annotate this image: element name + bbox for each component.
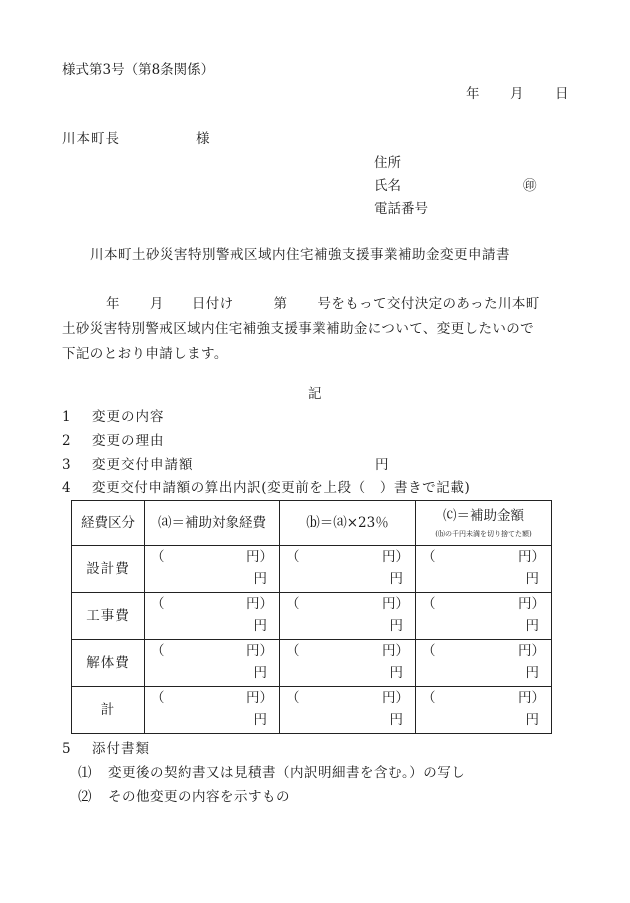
open-paren: （ <box>286 690 300 706</box>
header-a: ⒜＝補助対象経費 <box>145 501 280 546</box>
body-no-prefix: 第 <box>273 296 288 312</box>
close-unit: 円） <box>246 549 273 565</box>
open-paren: （ <box>422 643 436 659</box>
applicant-name-label: 氏名 <box>374 178 401 194</box>
open-paren: （ <box>286 596 300 612</box>
table-header-row <box>72 501 552 546</box>
item-5-num: 5 <box>62 741 71 757</box>
body-dated: 日付け <box>191 296 234 312</box>
body-line-3: 下記のとおり申請します。 <box>62 346 228 362</box>
applicant-address-label: 住所 <box>374 155 401 171</box>
row-label: 工事費 <box>72 593 145 640</box>
document-title: 川本町土砂災害特別警戒区域内住宅補強支援事業補助金変更申請書 <box>90 247 510 263</box>
open-paren: （ <box>422 549 436 565</box>
open-paren: （ <box>151 596 165 612</box>
item-3-unit: 円 <box>375 457 389 473</box>
seal-mark: ㊞ <box>523 178 537 194</box>
body-line1-rest: 号をもって交付決定のあった川本町 <box>317 296 540 312</box>
item-1-text: 変更の内容 <box>92 409 165 425</box>
close-unit: 円） <box>246 690 273 706</box>
open-paren: （ <box>422 690 436 706</box>
ki-label: 記 <box>308 386 322 402</box>
close-unit: 円） <box>382 596 409 612</box>
attachment-1-text: 変更後の契約書又は見積書（内訳明細書を含む。）の写し <box>108 765 466 781</box>
row-label: 計 <box>72 687 145 734</box>
calculation-table <box>71 500 552 734</box>
open-paren: （ <box>422 596 436 612</box>
addressee-honorific: 様 <box>196 131 210 147</box>
item-4-num: 4 <box>62 480 71 496</box>
header-c-note: (⒝の千円未満を切り捨てた額) <box>435 529 532 538</box>
close-unit: 円） <box>518 549 545 565</box>
close-unit: 円） <box>518 690 545 706</box>
unit-label: 円 <box>525 571 539 587</box>
item-2-num: 2 <box>62 433 71 449</box>
body-month: 月 <box>149 296 164 312</box>
close-unit: 円） <box>518 643 545 659</box>
form-number: 様式第3号（第8条関係） <box>62 62 215 78</box>
open-paren: （ <box>286 549 300 565</box>
table-row <box>72 640 552 687</box>
attachment-1-num: ⑴ <box>78 765 92 781</box>
open-paren: （ <box>151 549 165 565</box>
unit-label: 円 <box>253 571 267 587</box>
open-paren: （ <box>286 643 300 659</box>
attachment-2-num: ⑵ <box>78 789 92 805</box>
date-month-label: 月 <box>510 86 524 102</box>
addressee-name: 川本町長 <box>62 131 120 147</box>
unit-label: 円 <box>253 712 267 728</box>
date-day-label: 日 <box>555 86 569 102</box>
body-line-2: 土砂災害特別警戒区域内住宅補強支援事業補助金について、変更したいので <box>62 321 535 337</box>
item-3-num: 3 <box>62 457 71 473</box>
applicant-phone-label: 電話番号 <box>374 201 428 217</box>
unit-label: 円 <box>389 665 403 681</box>
body-line-1 <box>62 292 572 317</box>
header-c-label: ⒞＝補助金額 <box>443 507 524 524</box>
table-row <box>72 593 552 640</box>
body-paragraph <box>62 292 572 367</box>
item-3-text: 変更交付申請額 <box>92 457 194 473</box>
unit-label: 円 <box>389 571 403 587</box>
open-paren: （ <box>151 643 165 659</box>
table-row <box>72 546 552 593</box>
unit-label: 円 <box>253 618 267 634</box>
table-row <box>72 687 552 734</box>
close-unit: 円） <box>382 549 409 565</box>
row-label: 解体費 <box>72 640 145 687</box>
close-unit: 円） <box>246 596 273 612</box>
item-4-text: 変更交付申請額の算出内訳(変更前を上段（ ）書きで記載) <box>92 480 471 496</box>
header-category: 経費区分 <box>72 501 145 546</box>
item-5-text: 添付書類 <box>92 741 150 757</box>
item-1-num: 1 <box>62 409 71 425</box>
body-year: 年 <box>106 296 120 312</box>
unit-label: 円 <box>525 665 539 681</box>
unit-label: 円 <box>389 618 403 634</box>
close-unit: 円） <box>382 643 409 659</box>
unit-label: 円 <box>525 618 539 634</box>
header-c <box>416 501 552 546</box>
unit-label: 円 <box>389 712 403 728</box>
open-paren: （ <box>151 690 165 706</box>
item-2-text: 変更の理由 <box>92 433 165 449</box>
date-year-label: 年 <box>466 86 480 102</box>
attachment-2-text: その他変更の内容を示すもの <box>108 789 290 805</box>
header-b: ⒝＝⒜×23％ <box>280 501 416 546</box>
unit-label: 円 <box>525 712 539 728</box>
row-label: 設計費 <box>72 546 145 593</box>
close-unit: 円） <box>382 690 409 706</box>
close-unit: 円） <box>246 643 273 659</box>
unit-label: 円 <box>253 665 267 681</box>
close-unit: 円） <box>518 596 545 612</box>
